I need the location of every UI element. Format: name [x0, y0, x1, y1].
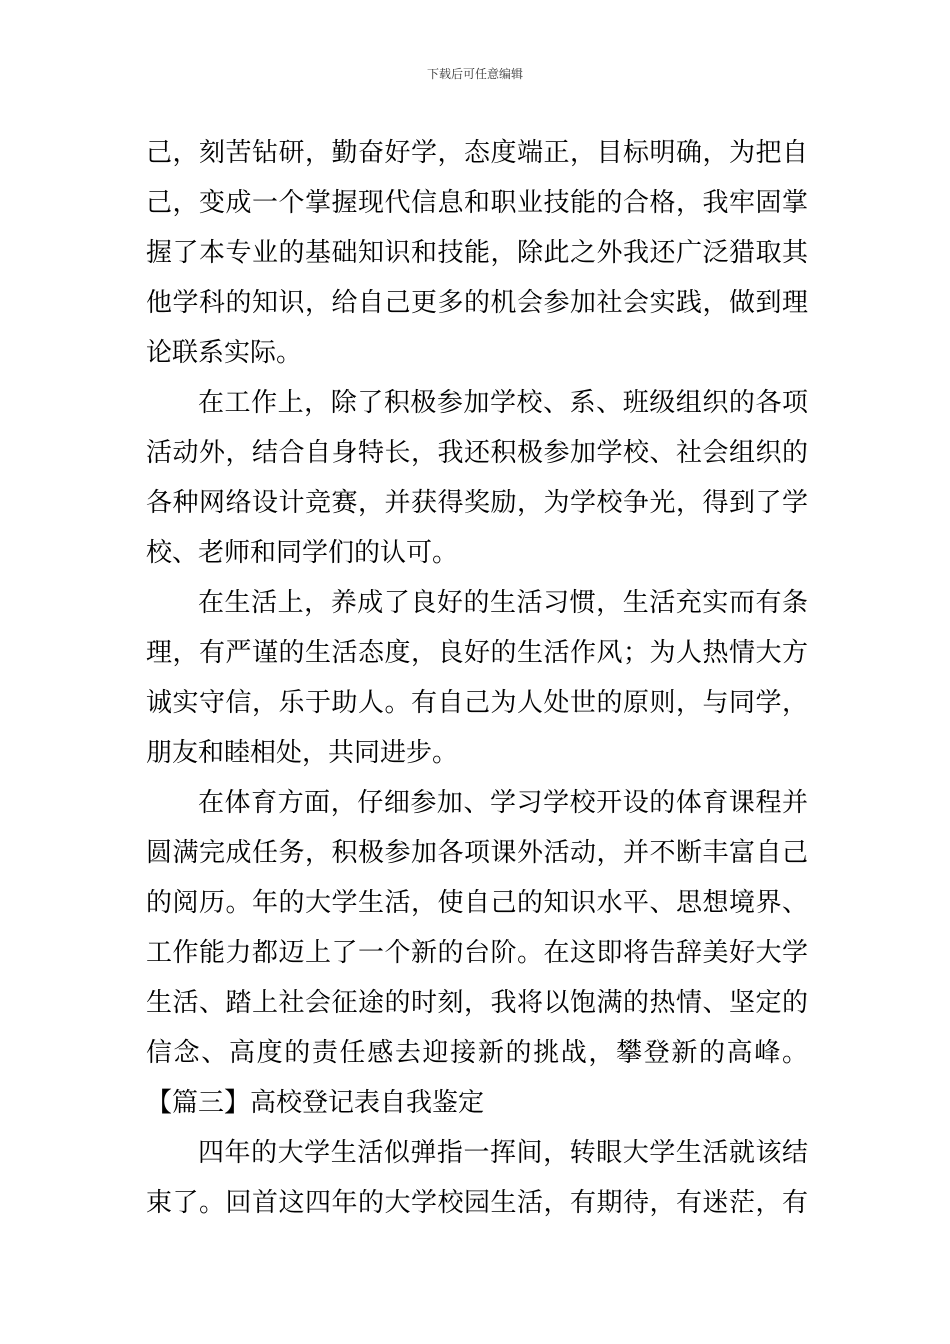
text-line: 四年的大学生活似弹指一挥间，转眼大学生活就该结: [198, 1138, 808, 1168]
text-line: 生活、踏上社会征途的时刻，我将以饱满的热情、坚定的: [146, 988, 808, 1018]
text-line: 朋友和睦相处，共同进步。: [146, 738, 459, 768]
text-line: 在体育方面，仔细参加、学习学校开设的体育课程并: [198, 788, 808, 818]
paragraph: [146, 778, 808, 1078]
text-line: 论联系实际。: [146, 338, 303, 368]
text-line: 工作能力都迈上了一个新的台阶。在这即将告辞美好大学: [146, 938, 808, 968]
text-line: 校、老师和同学们的认可。: [146, 538, 459, 568]
text-line: 活动外，结合自身特长，我还积极参加学校、社会组织的: [146, 438, 808, 468]
text-line: 己，变成一个掌握现代信息和职业技能的合格，我牢固掌: [146, 188, 808, 218]
text-line: 己，刻苦钻研，勤奋好学，态度端正，目标明确，为把自: [146, 138, 808, 168]
text-line: 在工作上，除了积极参加学校、系、班级组织的各项: [198, 388, 808, 418]
paragraph: [146, 1128, 808, 1228]
paragraph: [146, 378, 808, 578]
text-line: 握了本专业的基础知识和技能，除此之外我还广泛猎取其: [146, 238, 808, 268]
text-line: 各种网络设计竞赛，并获得奖励，为学校争光，得到了学: [146, 488, 808, 518]
text-line: 束了。回首这四年的大学校园生活，有期待，有迷茫，有: [146, 1188, 808, 1218]
page-header: 下载后可任意编辑: [426, 67, 523, 81]
paragraph: [146, 128, 808, 378]
text-line: 理，有严谨的生活态度，良好的生活作风；为人热情大方: [146, 638, 808, 668]
text-line: 他学科的知识，给自己更多的机会参加社会实践，做到理: [146, 288, 808, 318]
text-line: 诚实守信，乐于助人。有自己为人处世的原则，与同学，: [146, 688, 808, 718]
text-line: 在生活上，养成了良好的生活习惯，生活充实而有条: [198, 588, 808, 618]
text-line: 圆满完成任务，积极参加各项课外活动，并不断丰富自己: [146, 838, 808, 868]
document-body: [146, 128, 808, 1228]
text-line: 信念、高度的责任感去迎接新的挑战，攀登新的高峰。: [146, 1038, 808, 1068]
section-heading: [146, 1078, 808, 1128]
section-heading-text: 【篇三】高校登记表自我鉴定: [146, 1088, 485, 1118]
paragraph: [146, 578, 808, 778]
text-line: 的阅历。年的大学生活，使自己的知识水平、思想境界、: [146, 888, 808, 918]
